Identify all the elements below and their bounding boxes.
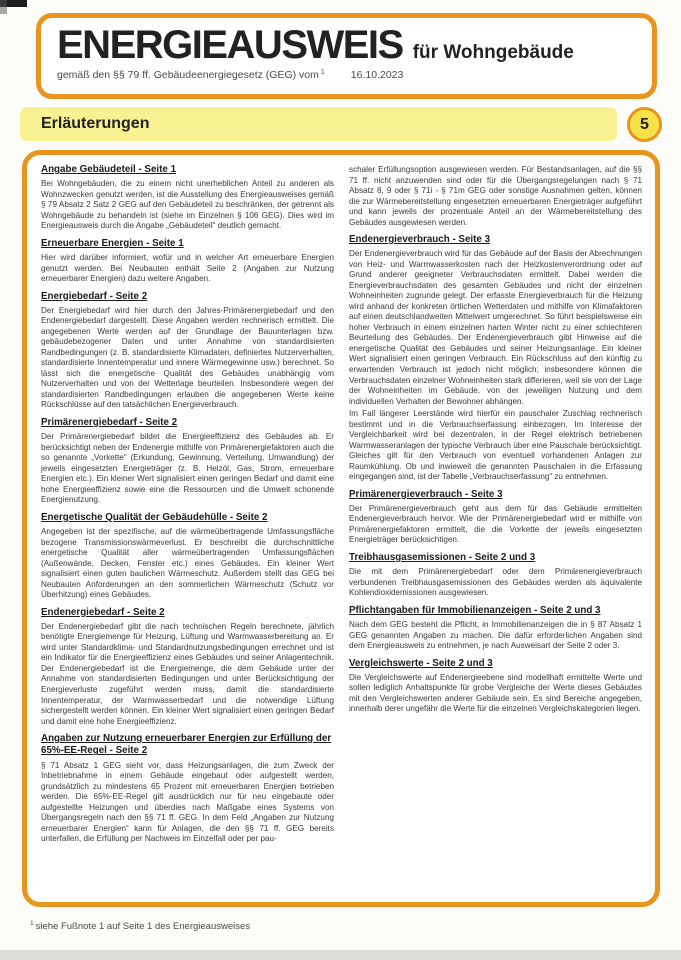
title-row: [57, 22, 636, 68]
footnote-marker: 1: [30, 920, 34, 927]
explanation-section: [41, 607, 334, 727]
section-paragraph: Der Endenergieverbrauch wird für das Gebäude auf der Basis der Abrechnungen von Heiz- und Warmwasserkosten nach der Heizkostenverordnung oder auf Grund anderer geeigneter Verbrauchsdaten ermittelt. Dabei werden die Energieverbrauchsdaten des gesamten Gebäudes und nicht der einzelnen Wohneinheiten zugrunde gelegt. Der erfasste Energieverbrauch für die Heizung wird anhand der konkreten örtlichen Wetterdaten und mithilfe von Klimafaktoren auf einen deutschlandweiten Mittelwert umgerechnet. So führt beispielsweise ein hoher Verbrauch in einem einzelnen harten Winter nicht zu einer schlechteren Beurteilung des Gebäudes. Der Endenergieverbrauch gibt Hinweise auf die energetische Qualität des Gebäudes und seiner Heizungsanlage. Ein kleiner Wert signalisiert einen geringen Verbrauch. Ein Rückschluss auf den künftig zu erwartenden Verbrauch ist jedoch nicht möglich; insbesondere können die Verbrauchsdaten einzelner Wohneinheiten stark differieren, weil sie von der Lage der Wohneinheiten im Gebäude, von der jeweiligen Nutzung und dem individuellen Verhalten der Bewohner abhängen.: [349, 249, 642, 406]
section-heading: Angabe Gebäudeteil - Seite 1: [41, 164, 177, 175]
page-number: 5: [640, 115, 649, 133]
column-right: [349, 164, 642, 896]
document-header: [36, 13, 657, 99]
footnote: [30, 920, 250, 932]
section-heading: Vergleichswerte - Seite 2 und 3: [349, 657, 493, 669]
section-title-bar: [20, 107, 617, 141]
section-paragraph: Der Energiebedarf wird hier durch den Jahres-Primärenergiebedarf und den Endenergiebedarf dargestellt. Diese Angaben werden rechnerisch ermittelt. Die angegebenen Werte werden auf der Grundlage der Bauunterlagen bzw. gebäudebezogener Daten und unter Annahme von standardisierten Randbedingungen (z. B. standardisierte Klimadaten, definiertes Nutzerverhalten, standardisierte Innentemperatur und innere Wärmegewinne usw.) berechnet. So lässt sich die energetische Qualität des Gebäudes unabhängig vom Nutzerverhalten und von der Wetterlage beurteilen. Insbesondere wegen der standardisierten Randbedingungen erlauben die angegebenen Werte keine Rückschlüsse auf den tatsächlichen Energieverbrauch.: [41, 305, 334, 410]
explanation-section: [41, 238, 334, 285]
section-paragraph: Angegeben ist der spezifische, auf die wärmeübertragende Umfassungsfläche bezogene Transmissionswärmeverlust. Er beschreibt die durchschnittliche energetische Qualität aller wärmeübertragenden Umfassungsflächen (Außenwände, Decken, Fenster etc.) eines Gebäudes. Ein kleiner Wert signalisiert einen guten baulichen Wärmeschutz. Außerdem stellt das GEG bei Neubauten Anforderungen an den sommerlichen Wärmeschutz (Schutz vor Überhitzung) eines Gebäudes.: [41, 527, 334, 600]
section-paragraph: Nach dem GEG besteht die Pflicht, in Immobilienanzeigen die in § 87 Absatz 1 GEG genannten Angaben zu machen. Die dafür erforderlichen Angaben sind dem Energieausweis zu entnehmen, je nach Ausweisart der Seite 2 oder 3.: [349, 619, 642, 651]
explanation-section: [349, 552, 642, 599]
page-subtitle: [57, 69, 636, 81]
section-heading: Erneuerbare Energien - Seite 1: [41, 237, 184, 249]
explanation-section: [349, 165, 642, 228]
section-paragraph: Hier wird darüber informiert, wofür und in welcher Art erneuerbare Energien genutzt werden. Bei Neubauten enthält Seite 2 (Angaben zur Nutzung erneuerbarer Energien) dazu weitere Angaben.: [41, 253, 334, 284]
scan-bottom-edge: [0, 950, 681, 960]
explanation-section: [41, 512, 334, 601]
section-paragraph: Die mit dem Primärenergiebedarf oder dem Primärenergieverbrauch verbundenen Treibhausgasemissionen des Gebäudes werden als äquivalente Kohlendioxidemissionen ausgewiesen.: [349, 567, 642, 598]
section-paragraph: schaler Erfüllungsoption ausgewiesen werden. Für Bestandsanlagen, auf die §§ 71 ff. nicht anzuwenden sind oder für die Übergangsregelungen nach § 71 Absatz 8, 9 oder § 71i - § 71m GEG oder sonstige Ausnahmen gelten, können die zur Wärmebereitstellung eingesetzten erneuerbaren Energieträger aufgeführt und kann jeweils der prozentuale Anteil an der Wärmebereitstellung des Gebäudes ausgewiesen werden.: [349, 165, 642, 227]
explanation-section: [41, 164, 334, 232]
page-title: ENERGIEAUSWEIS: [57, 23, 403, 67]
subtitle-text: gemäß den §§ 79 ff. Gebäudeenergiegesetz (GEG) vom: [57, 69, 319, 81]
scan-edge-artifact-left: [0, 0, 7, 14]
explanation-section: [349, 605, 642, 652]
explanation-section: [349, 234, 642, 483]
section-heading: Energiebedarf - Seite 2: [41, 290, 148, 302]
footnote-text: siehe Fußnote 1 auf Seite 1 des Energieausweises: [35, 921, 251, 933]
explanation-section: [41, 417, 334, 506]
section-paragraph: Der Primärenergiebedarf bildet die Energieeffizienz des Gebäudes ab. Er berücksichtigt neben der Endenergie mithilfe von Primärenergiefaktoren auch die so genannte „Vorkette“ (Erkundung, Gewinnung, Verteilung, Umwandlung) der jeweils eingesetzten Energieträger (z. B. Heizöl, Gas, Strom, erneuerbare Energien etc.). Ein kleiner Wert signalisiert einen geringen Bedarf und damit eine hohe Energieeffizienz sowie eine die Ressourcen und die Umwelt schonende Energienutzung.: [41, 432, 334, 505]
page-title-suffix: für Wohngebäude: [412, 42, 574, 63]
section-heading: Primärenergieverbrauch - Seite 3: [349, 488, 503, 500]
section-paragraph: Der Endenergiebedarf gibt die nach technischen Regeln berechnete, jährlich benötigte Energiemenge für Heizung, Lüftung und Warmwasserbereitung an. Er wird unter Standardklima- und Standardnutzungsbedingungen errechnet und ist ein Indikator für die Energieeffizienz eines Gebäudes und seiner Anlagentechnik. Der Endenergiebedarf ist die Energiemenge, die dem Gebäude unter der Annahme von standardisierten Bedingungen und unter Berücksichtigung der Energieverluste zugeführt werden muss, damit die standardisierte Innentemperatur, der Warmwasserbedarf und die notwendige Lüftung sichergestellt werden können. Ein kleiner Wert signalisiert einen geringen Bedarf und damit eine hohe Energieeffizienz.: [41, 621, 334, 726]
page-number-badge: [627, 107, 662, 142]
section-heading: Primärenergiebedarf - Seite 2: [41, 416, 178, 428]
section-paragraph: Im Fall längerer Leerstände wird hierfür ein pauschaler Zuschlag rechnerisch bestimmt und in die Verbrauchserfassung einbezogen. Im Interesse der Vergleichbarkeit wird bei dezentralen, in der Regel elektrisch betriebenen Warmwasseranlagen der typische Verbrauch über eine Pauschale berücksichtigt. Gleiches gilt für den Verbrauch von eventuell vorhandenen Anlagen zur Raumkühlung. Ob und inwieweit die genannten Pauschalen in die Erfassung eingegangen sind, ist der Tabelle „Verbrauchserfassung“ zu entnehmen.: [349, 409, 642, 482]
section-heading: Pflichtangaben für Immobilienanzeigen - Seite 2 und 3: [349, 604, 601, 616]
section-title: Erläuterungen: [41, 115, 150, 132]
column-left: [41, 164, 334, 896]
section-paragraph: Der Primärenergieverbrauch geht aus dem für das Gebäude ermittelten Endenergieverbrauch hervor. Wie der Primärenergiebedarf wird er mithilfe von Primärenergiefaktoren ermittelt, die die Vorkette der jeweils eingesetzten Energieträger berücksichtigen.: [349, 503, 642, 545]
section-heading: Endenergiebedarf - Seite 2: [41, 606, 165, 618]
section-paragraph: Bei Wohngebäuden, die zu einem nicht unerheblichen Anteil zu anderen als Wohnzwecken genutzt werden, ist die Ausstellung des Energieausweises gemäß § 79 Absatz 2 Satz 2 GEG auf den Gebäudeteil zu beschränken, der getrennt als Wohngebäude zu behandeln ist (siehe im Einzelnen § 106 GEG). Dies wird im Energieausweis durch die Angabe „Gebäudeteil“ deutlich gemacht.: [41, 179, 334, 231]
explanations-content-box: [22, 150, 660, 907]
section-heading: Endenergieverbrauch - Seite 3: [349, 234, 491, 246]
regulation-date: 16.10.2023: [350, 69, 404, 81]
section-paragraph: Die Vergleichswerte auf Endenergieebene sind modellhaft ermittelte Werte und sollen lediglich Anhaltspunkte für grobe Vergleiche der Werte dieses Gebäudes mit den Vergleichswerten anderer Gebäude sein. Es sind Bereiche angegeben, innerhalb derer ungefähr die Werte für die einzelnen Vergleichskategorien liegen.: [349, 672, 642, 714]
explanation-section: [41, 733, 334, 845]
section-paragraph: § 71 Absatz 1 GEG sieht vor, dass Heizungsanlagen, die zum Zweck der Inbetriebnahme in einem Gebäude eingebaut oder aufgestellt werden, grundsätzlich zu mindestens 65 Prozent mit erneuerbaren Energien betrieben werden. Die 65%-EE-Regel gilt ausdrücklich nur für neu eingebaute oder aufgestellte Heizungen und überdies nach Maßgabe eines Systems von Übergangsregeln nach den §§ 71 ff. GEG. In dem Feld „Angaben zur Nutzung erneuerbarer Energien“ kann für Anlagen, die den §§ 71 ff. GEG bereits unterfallen, die Erfüllung per Nachweis im Einzelfall oder per pau-: [41, 760, 334, 844]
subtitle-footnote-marker: 1: [320, 69, 325, 76]
section-heading: Angaben zur Nutzung erneuerbarer Energien zur Erfüllung der 65%-EE-Regel - Seite 2: [41, 733, 332, 757]
explanation-section: [41, 291, 334, 411]
section-heading: Energetische Qualität der Gebäudehülle - Seite 2: [41, 511, 268, 523]
section-heading: Treibhausgasemissionen - Seite 2 und 3: [349, 551, 536, 563]
explanation-section: [349, 658, 642, 715]
explanation-section: [349, 489, 642, 546]
